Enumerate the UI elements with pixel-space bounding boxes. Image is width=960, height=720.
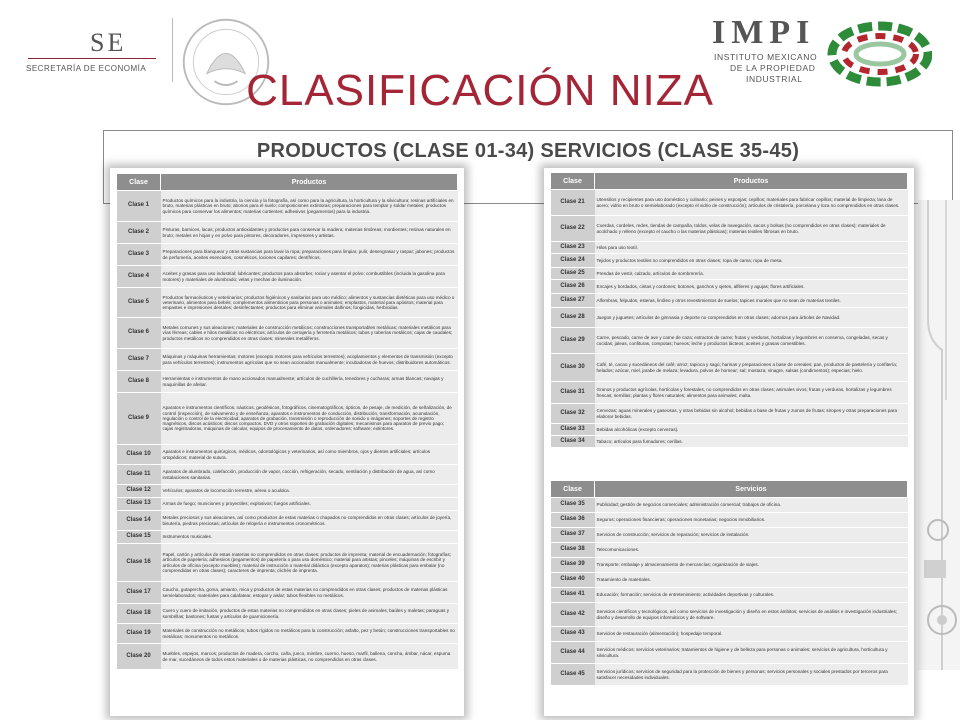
- table-row: [117, 266, 458, 288]
- class-description: Juegos y juguetes; artículos de gimnasia y deporte no comprendidos en otras clases; adornos para árboles de Navidad.: [595, 308, 908, 328]
- decorative-pattern-icon: [918, 200, 960, 670]
- class-number: Clase 29: [551, 328, 595, 354]
- se-abbr: SE: [90, 28, 127, 57]
- class-number: Clase 23: [551, 242, 595, 254]
- class-number: Clase 13: [117, 498, 161, 511]
- table-row: [117, 544, 458, 582]
- table-row: [551, 603, 908, 627]
- class-number: Clase 16: [117, 544, 161, 582]
- class-description: Encajes y bordados, cintas y cordones; botones, ganchos y ojetes, alfileres y agujas; flores artificiales.: [595, 280, 908, 294]
- class-description: Instrumentos musicales.: [161, 531, 458, 544]
- class-number: Clase 9: [117, 393, 161, 445]
- class-number: Clase 34: [551, 436, 595, 448]
- table-row: [117, 644, 458, 670]
- class-number: Clase 24: [551, 254, 595, 268]
- class-number: Clase 22: [551, 216, 595, 242]
- class-description: Bebidas alcohólicas (excepto cervezas).: [595, 424, 908, 436]
- se-divider: [28, 58, 156, 59]
- class-description: Máquinas y máquinas herramientas; motores (excepto motores para vehículos terrestres); acoplamientos y elementos de transmisión (excepto para vehículos terrestres); instrumentos agrícolas que no sean accionados manualmente; incubadoras de huevos; distribuidores automáticos.: [161, 349, 458, 371]
- class-number: Clase 7: [117, 349, 161, 371]
- table-row: [551, 498, 908, 513]
- table-row: [551, 254, 908, 268]
- class-number: Clase 31: [551, 382, 595, 404]
- class-description: Tratamiento de materiales.: [595, 573, 908, 588]
- class-description: Vehículos; aparatos de locomoción terrestre, aérea o acuática.: [161, 485, 458, 498]
- class-description: Pinturas, barnices, lacas; productos antioxidantes y productos para conservar la madera; materias tintóreas; mordientes; resinas naturales en bruto; metales en hojas y en polvo para pintores, decoradores, impresores y artistas.: [161, 222, 458, 244]
- class-description: Granos y productos agrícolas, hortícolas y forestales, no comprendidos en otras clases; animales vivos; frutas y verduras, hortalizas y legumbres frescas; semillas; plantas y flores naturales; alimentos para animales; malta.: [595, 382, 908, 404]
- class-description: Herramientas e instrumentos de mano accionados manualmente; artículos de cuchillería, tenedores y cucharas; armas blancas; navajas y maquinillas de afeitar.: [161, 371, 458, 393]
- class-description: Carne, pescado, carne de ave y carne de caza; extractos de carne; frutas y verduras, hortalizas y legumbres en conserva, congeladas, secas y cocidas; jaleas, confituras, compotas; huevos; leche y productos lácteos; aceites y grasas comestibles.: [595, 328, 908, 354]
- header-productos: Productos: [595, 173, 908, 190]
- table-row: [551, 664, 908, 686]
- table-row: [117, 582, 458, 604]
- table-row: [551, 268, 908, 280]
- table-row: [551, 627, 908, 642]
- class-number: Clase 32: [551, 404, 595, 424]
- class-number: Clase 1: [117, 191, 161, 222]
- header-servicios: Servicios: [595, 481, 908, 498]
- class-description: Cuero y cuero de imitación, productos de estas materias no comprendidos en otras clases; pieles de animales; baúles y maletas; paraguas y sombrillas; bastones; fustas y artículos de guarnicionería.: [161, 604, 458, 624]
- class-description: Caucho, gutapercha, goma, amianto, mica y productos de estas materias no comprendidos en otras clases; productos de materias plásticas semielaborados; materiales para calafatear, estopar y aislar; tubos flexibles no metálicos.: [161, 582, 458, 604]
- class-description: Papel, cartón y artículos de estas materias no comprendidos en otras clases; productos de imprenta; material de encuadernación; fotografías; artículos de papelería; adhesivos (pegamentos) de papelería o para uso doméstico; material para artistas; pinceles; máquinas de escribir y artículos de oficina (excepto muebles); material de instrucción o material didáctico (excepto aparatos); materias plásticas para embalar (no comprendidas en otras clases); caracteres de imprenta; clichés de imprenta.: [161, 544, 458, 582]
- class-number: Clase 15: [117, 531, 161, 544]
- class-description: Productos químicos para la industria, la ciencia y la fotografía, así como para la agricultura, la horticultura y la silvicultura; resinas artificiales en bruto, materias plásticas en bruto; abonos para el suelo; composiciones extintoras; preparaciones para templar y soldar metales; productos químicos para conservar los alimentos; materias curtientes; adhesivos (pegamentos) para la industria.: [161, 191, 458, 222]
- class-description: Aparatos e instrumentos científicos, náuticos, geodésicos, fotográficos, cinematográficos, ópticos, de pesaje, de medición, de señalización, de control (inspección), de salvamento y de enseñanza; aparatos e instrumentos de conducción, distribución, transformación, acumulación, regulación o control de la electricidad; aparatos de grabación, transmisión o reproducción de sonido o imágenes; soportes de registro magnéticos, discos acústicos; discos compactos, DVD y otros soportes de grabación digitales; mecanismos para aparatos de previo pago; cajas registradoras, máquinas de calcular, equipos de procesamiento de datos, ordenadores; software; extintores.: [161, 393, 458, 445]
- class-number: Clase 21: [551, 190, 595, 216]
- table-row: [117, 485, 458, 498]
- class-description: Servicios médicos; servicios veterinarios; tratamientos de higiene y de belleza para personas o animales; servicios de agricultura, horticultura y silvicultura.: [595, 642, 908, 664]
- table-row: [117, 498, 458, 511]
- impi-line-3: INDUSTRIAL: [746, 74, 803, 84]
- class-description: Hilos para uso textil.: [595, 242, 908, 254]
- table-row: [551, 280, 908, 294]
- class-number: Clase 27: [551, 294, 595, 308]
- table-row: [551, 328, 908, 354]
- class-number: Clase 41: [551, 588, 595, 603]
- table-row: [117, 191, 458, 222]
- table-row: [551, 513, 908, 528]
- impi-line-1: INSTITUTO MEXICANO: [714, 52, 818, 62]
- table-row: [117, 393, 458, 445]
- class-description: Transporte; embalaje y almacenamiento de mercancías; organización de viajes.: [595, 558, 908, 573]
- class-description: Productos farmacéuticos y veterinarios; productos higiénicos y sanitarios para uso médico; alimentos y sustancias dietéticas para uso médico o veterinario, alimentos para bebés; complementos alimenticios para personas o animales; emplastos, material para apósitos; material para empastes e impresiones dentales; desinfectantes; productos para eliminar animales dañinos; fungicidas, herbicidas.: [161, 288, 458, 318]
- table-row: [117, 445, 458, 465]
- class-number: Clase 14: [117, 511, 161, 531]
- class-number: Clase 28: [551, 308, 595, 328]
- table-row: [551, 308, 908, 328]
- class-number: Clase 3: [117, 244, 161, 266]
- table-row: [117, 511, 458, 531]
- table-row: [117, 318, 458, 349]
- table-row: [117, 465, 458, 485]
- table-row: [551, 543, 908, 558]
- table-row: [551, 642, 908, 664]
- table-row: [117, 244, 458, 266]
- class-number: Clase 11: [117, 465, 161, 485]
- page-title: CLASIFICACIÓN NIZA: [246, 66, 714, 115]
- class-description: Tejidos y productos textiles no comprendidos en otras clases; ropa de cama; ropa de mesa.: [595, 254, 908, 268]
- class-description: Metales preciosos y sus aleaciones, así como productos de estas materias o chapados no comprendidos en otras clases; artículos de joyería, bisutería, piedras preciosas; artículos de relojería e instrumentos cronométricos.: [161, 511, 458, 531]
- class-number: Clase 45: [551, 664, 595, 686]
- class-description: Materiales de construcción no metálicos; tubos rígidos no metálicos para la construcción; asfalto, pez y betún; construcciones transportables no metálicas; monumentos no metálicos.: [161, 624, 458, 644]
- table-row: [551, 216, 908, 242]
- table-row: [551, 294, 908, 308]
- class-number: Clase 19: [117, 624, 161, 644]
- class-number: Clase 30: [551, 354, 595, 382]
- se-name: SECRETARÍA DE ECONOMÍA: [26, 64, 147, 73]
- class-description: Café, té, cacao y sucedáneos del café; arroz; tapioca y sagú; harinas y preparaciones a base de cereales; pan, productos de pastelería y confitería; helados; azúcar, miel, jarabe de melaza; levadura, polvos de hornear; sal; mostaza; vinagre, salsas (condimentos); especias; hielo.: [595, 354, 908, 382]
- page-subtitle: PRODUCTOS (CLASE 01-34) SERVICIOS (CLASE 35-45): [256, 140, 800, 162]
- class-number: Clase 33: [551, 424, 595, 436]
- table-row: [117, 288, 458, 318]
- class-number: Clase 8: [117, 371, 161, 393]
- class-number: Clase 35: [551, 498, 595, 513]
- class-number: Clase 6: [117, 318, 161, 349]
- class-number: Clase 37: [551, 528, 595, 543]
- class-description: Preparaciones para blanquear y otras sustancias para lavar la ropa; preparaciones para limpiar, pulir, desengrasar y raspar; jabones; productos de perfumería, aceites esenciales, cosméticos, lociones capilares; dentífricos.: [161, 244, 458, 266]
- table-row: [551, 588, 908, 603]
- class-description: Aparatos de alumbrado, calefacción, producción de vapor, cocción, refrigeración, secado, ventilación y distribución de agua, así como instalaciones sanitarias.: [161, 465, 458, 485]
- table-row: [551, 404, 908, 424]
- class-description: Muebles, espejos, marcos; productos de madera, corcho, caña, junco, mimbre, cuerno, hueso, marfil, ballena, concha, ámbar, nácar, espuma de mar, sucedáneos de todos estos materiales o de materias plásticas, no comprendidos en otras clases.: [161, 644, 458, 670]
- class-number: Clase 38: [551, 543, 595, 558]
- class-description: Aparatos e instrumentos quirúrgicos, médicos, odontológicos y veterinarios, así como miembros, ojos y dientes artificiales; artículos ortopédicos; material de sutura.: [161, 445, 458, 465]
- table-row: [551, 242, 908, 254]
- class-description: Servicios de construcción; servicios de reparación; servicios de instalación.: [595, 528, 908, 543]
- class-description: Metales comunes y sus aleaciones; materiales de construcción metálicos; construcciones transportables metálicas; materiales metálicos para vías férreas; cables e hilos metálicos no eléctricos; artículos de cerrajería y ferretería metálicos; tubos y tuberías metálicos; cajas de caudales; productos metálicos no comprendidos en otras clases; minerales metalíferos.: [161, 318, 458, 349]
- table-row: [117, 371, 458, 393]
- class-description: Servicios jurídicos; servicios de seguridad para la protección de bienes y personas; servicios personales y sociales prestados por terceros para satisfacer necesidades individuales.: [595, 664, 908, 686]
- table-row: [551, 528, 908, 543]
- class-description: Armas de fuego; municiones y proyectiles; explosivos; fuegos artificiales.: [161, 498, 458, 511]
- table-row: [551, 190, 908, 216]
- table-gap: [550, 448, 908, 480]
- class-number: Clase 26: [551, 280, 595, 294]
- class-description: Cuerdas, cordeles, redes, tiendas de campaña, toldos, velas de navegación, sacos y bolsas (no comprendidos en otras clases); materiales de acolchado y relleno (excepto el caucho o las materias plásticas); materias textiles fibrosas en bruto.: [595, 216, 908, 242]
- impi-abbr: IMPI: [712, 14, 816, 51]
- class-number: Clase 12: [117, 485, 161, 498]
- class-description: Publicidad; gestión de negocios comerciales; administración comercial; trabajos de oficina.: [595, 498, 908, 513]
- impi-line-2: DE LA PROPIEDAD: [730, 63, 816, 73]
- class-description: Utensilios y recipientes para uso doméstico y culinario; peines y esponjas; cepillos; materiales para fabricar cepillos; material de limpieza; lana de acero; vidrio en bruto o semielaborado (excepto el vidrio de construcción); artículos de cristalería, porcelana y loza no comprendidos en otras clases.: [595, 190, 908, 216]
- table-row: [117, 349, 458, 371]
- class-description: Seguros; operaciones financieras; operaciones monetarias; negocios inmobiliarios.: [595, 513, 908, 528]
- header-clase: Clase: [551, 481, 595, 498]
- class-description: Educación; formación; servicios de entretenimiento; actividades deportivas y culturales.: [595, 588, 908, 603]
- class-description: Alfombras, felpudos, esteras, linóleo y otros revestimientos de suelos; tapices murales que no sean de materias textiles.: [595, 294, 908, 308]
- table-row: [551, 424, 908, 436]
- products-services-table-right: [544, 168, 914, 716]
- table-row: [117, 604, 458, 624]
- table-header-row: [117, 174, 458, 191]
- class-description: Tabaco; artículos para fumadores; cerillas.: [595, 436, 908, 448]
- class-number: Clase 43: [551, 627, 595, 642]
- header-clase: Clase: [117, 174, 161, 191]
- products-table-left: [110, 168, 464, 716]
- class-number: Clase 25: [551, 268, 595, 280]
- class-number: Clase 2: [117, 222, 161, 244]
- class-number: Clase 36: [551, 513, 595, 528]
- class-number: Clase 5: [117, 288, 161, 318]
- class-number: Clase 42: [551, 603, 595, 627]
- class-number: Clase 4: [117, 266, 161, 288]
- class-number: Clase 10: [117, 445, 161, 465]
- header-clase: Clase: [551, 173, 595, 190]
- table-row: [551, 354, 908, 382]
- table-header-row: [551, 481, 908, 498]
- class-description: Aceites y grasas para uso industrial; lubricantes; productos para absorber, rociar y asentar el polvo; combustibles (incluida la gasolina para motores) y materiales de alumbrado; velas y mechas de iluminación.: [161, 266, 458, 288]
- table-row: [117, 222, 458, 244]
- header-productos: Productos: [161, 174, 458, 191]
- class-number: Clase 20: [117, 644, 161, 670]
- class-number: Clase 39: [551, 558, 595, 573]
- class-number: Clase 18: [117, 604, 161, 624]
- class-description: Prendas de vestir, calzado, artículos de sombrerería.: [595, 268, 908, 280]
- class-number: Clase 40: [551, 573, 595, 588]
- table-header-row: [551, 173, 908, 190]
- table-row: [551, 558, 908, 573]
- table-row: [551, 573, 908, 588]
- table-row: [551, 382, 908, 404]
- class-number: Clase 17: [117, 582, 161, 604]
- table-row: [117, 624, 458, 644]
- class-description: Servicios de restauración (alimentación); hospedaje temporal.: [595, 627, 908, 642]
- class-number: Clase 44: [551, 642, 595, 664]
- class-description: Telecomunicaciones.: [595, 543, 908, 558]
- table-row: [551, 436, 908, 448]
- class-description: Servicios científicos y tecnológicos, así como servicios de investigación y diseño en estos ámbitos; servicios de análisis e investigación industriales; diseño y desarrollo de equipos informáticos y de software.: [595, 603, 908, 627]
- class-description: Cervezas; aguas minerales y gaseosas, y otras bebidas sin alcohol; bebidas a base de frutas y zumos de frutas; siropes y otras preparaciones para elaborar bebidas.: [595, 404, 908, 424]
- table-row: [117, 531, 458, 544]
